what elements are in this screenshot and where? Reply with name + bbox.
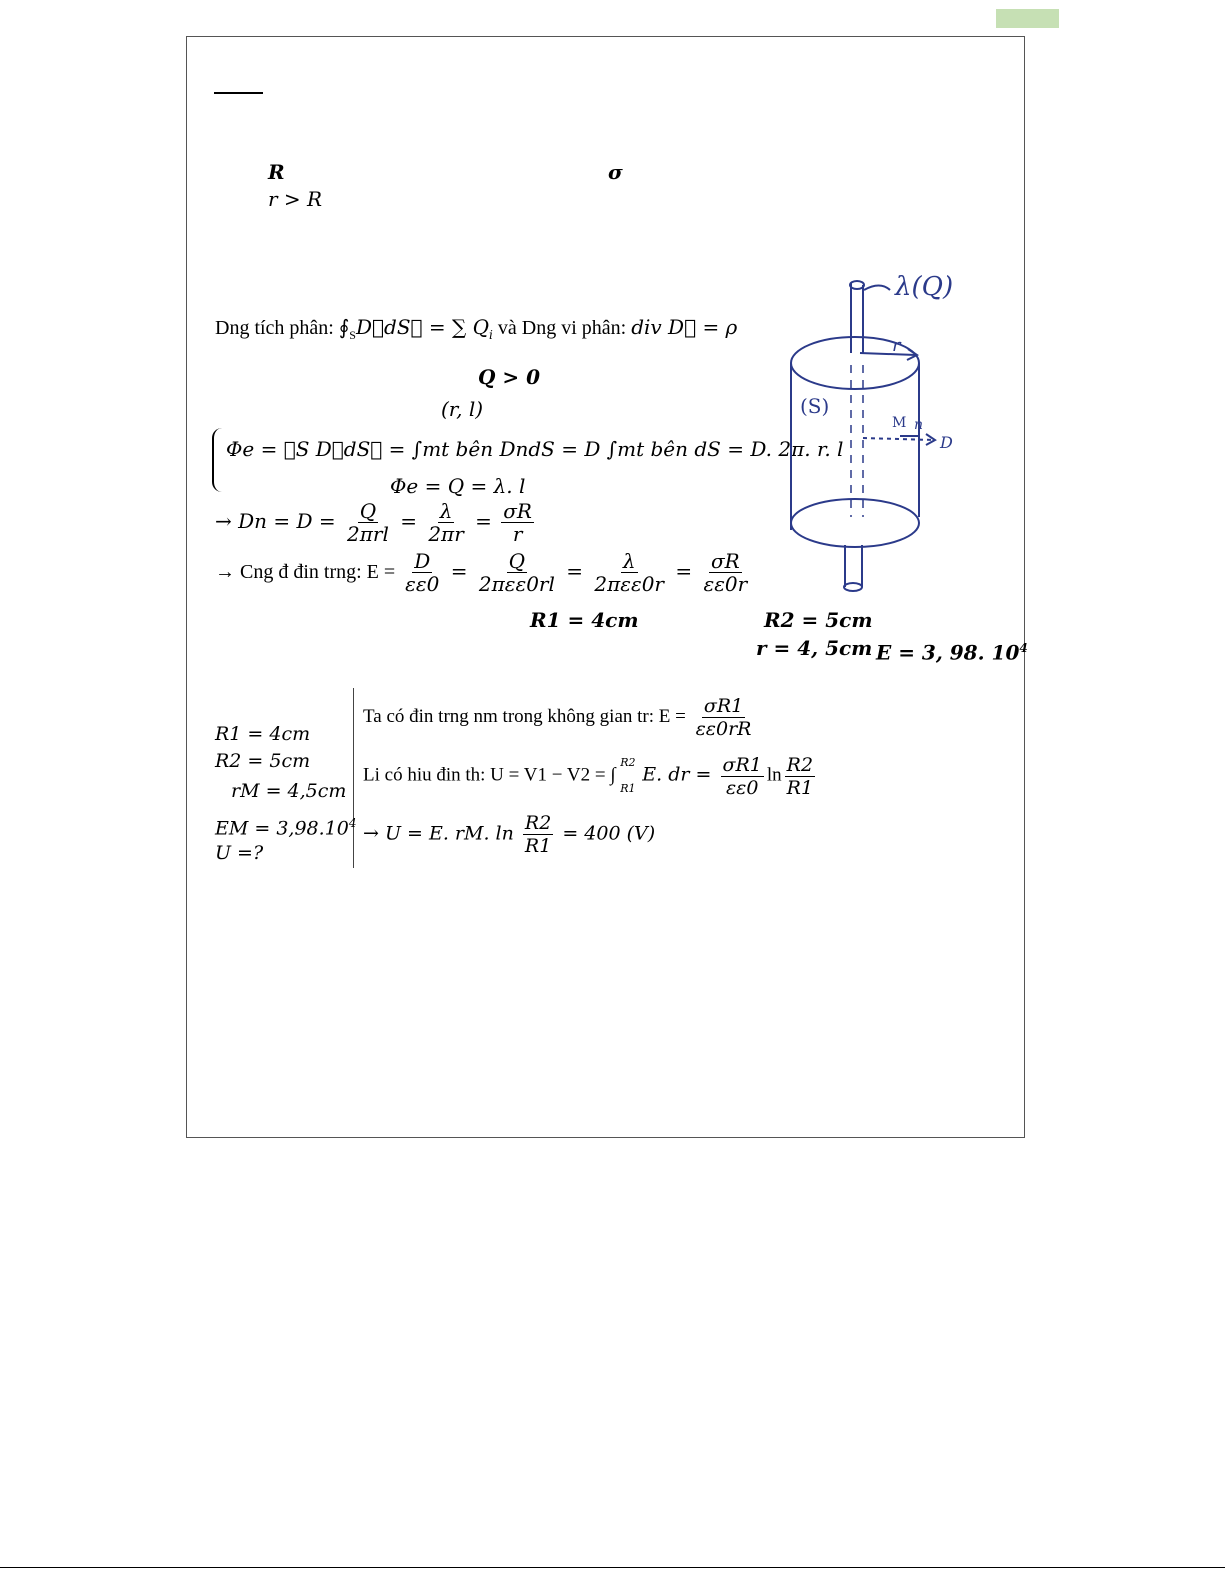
given-r2-bold: R2 = 5cm <box>764 608 873 632</box>
title-underline <box>214 92 263 94</box>
surface-label: (S) <box>800 394 830 418</box>
derivation-line-2: Li có hiu đin th: U = V1 − V2 = ∫ R2 R1 E. dr = $\frac{\sigma R1}{\varepsilon\varepsilon 0}$ ln $\frac{R2}{R1}$ <box>363 753 814 799</box>
header-tab <box>996 9 1059 28</box>
problem-sigma-symbol: σ <box>608 160 623 184</box>
q-condition: Q > 0 <box>478 365 541 389</box>
point-m-label: M <box>892 415 907 431</box>
given-r2: R2 = 5cm <box>215 750 311 772</box>
flux-equation-1: Φe = ∮S D⃗dS⃗ = ∫mt bên DndS = D ∫mt bên dS = D. 2π. r. l <box>226 437 844 461</box>
gauss-surface-params: (r, l) <box>441 397 484 421</box>
displacement-label: D <box>940 433 953 452</box>
given-rm-bold: r = 4, 5cm <box>756 636 873 660</box>
problem-r-condition: r > R <box>268 187 323 211</box>
given-r1: R1 = 4cm <box>215 723 311 745</box>
given-divider <box>353 688 354 868</box>
gauss-law-line: Dng tích phân: $∮_SD⃗dS⃗$ = ∑ $Q_i$ và Dng vi phân: div D⃗ = ρ <box>215 315 738 342</box>
cylinder-sketch <box>780 255 980 600</box>
dn-equation: → Dn = D = $\frac{Q}{\text{2πrl}}$ = $\frac{\lambda}{2\pi r}$ = $\frac{\sigma R}{r}$ <box>215 499 532 546</box>
problem-r-symbol: R <box>268 160 285 184</box>
field-strength-equation: → Cng đ đin trng: E = $\frac{D}{\varepsilon\varepsilon 0}$ = $\frac{Q}{\text{2πεε0rl}}$ = $\frac{\lambda}{\text{2πεε0r}}$ = $\frac{\sigma R}{\varepsilon\varepsilon 0r}$ <box>215 549 748 596</box>
derivation-line-3: → U = E. rM. ln $\frac{R2}{R1}$ = 400 (V) <box>363 812 656 857</box>
given-rm: rM = 4,5cm <box>231 780 347 802</box>
lambda-label: λ(Q) <box>895 272 954 302</box>
flux-equation-2: Φe = Q = λ. l <box>390 474 526 498</box>
normal-label: n <box>914 417 924 433</box>
given-em: EM = $3,98.10^4$ <box>215 816 357 840</box>
radius-label: r <box>892 335 901 356</box>
system-brace <box>212 428 224 492</box>
given-u: U =? <box>215 842 264 864</box>
given-r1-bold: R1 = 4cm <box>530 608 639 632</box>
given-e-bold: E = 3, 98. $10^4$ <box>876 640 1028 665</box>
page-bottom-rule <box>0 1567 1225 1568</box>
derivation-line-1: Ta có đin trng nm trong không gian tr: E = $\frac{\sigma R1}{\varepsilon\varepsilon 0rR}$ <box>363 695 752 740</box>
